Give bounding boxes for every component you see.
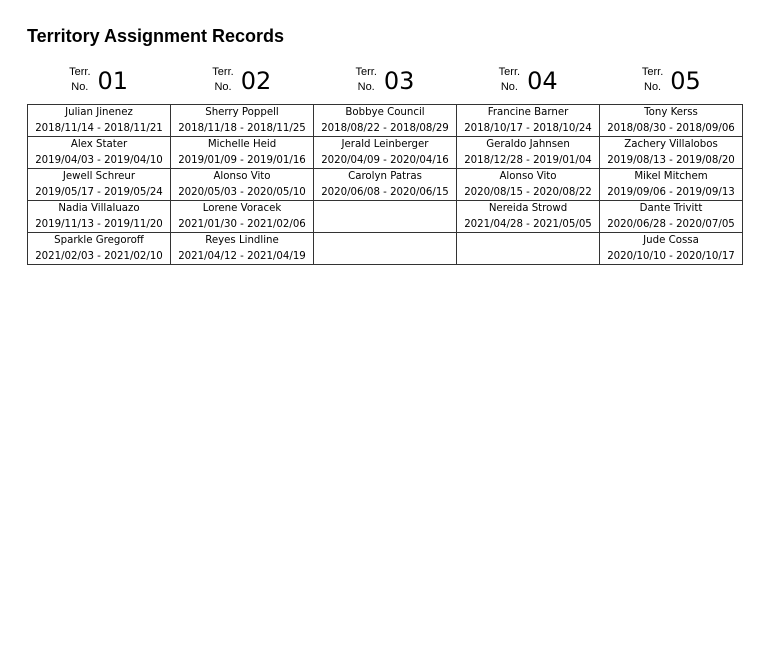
territory-label-bottom: No.: [214, 81, 232, 93]
territory-label: [355, 65, 376, 95]
territory-label-top: Terr.: [355, 66, 377, 78]
territory-label-top: Terr.: [69, 66, 91, 78]
assignment-dates: 2018/08/30 - 2018/09/06: [607, 122, 735, 134]
territory-number: 05: [670, 67, 701, 95]
record-cell: [28, 105, 171, 137]
assignee-name: Sparkle Gregoroff: [54, 235, 144, 246]
record-cell: [457, 169, 600, 201]
assignment-dates: 2021/02/03 - 2021/02/10: [35, 250, 163, 262]
territory-number: 01: [97, 67, 129, 95]
territory-number: 03: [383, 67, 415, 95]
record-cell: [171, 105, 314, 137]
assignee-name: Mikel Mitchem: [634, 171, 708, 182]
assignee-name: Nereida Strowd: [488, 203, 568, 214]
assignment-dates: 2018/11/18 - 2018/11/25: [178, 122, 306, 134]
assignee-name: Julian Jinenez: [65, 107, 133, 118]
assignment-dates: 2019/01/09 - 2019/01/16: [178, 154, 306, 166]
territory-label: [499, 65, 520, 95]
assignee-name: Carolyn Patras: [348, 171, 422, 182]
assignee-name: Jude Cossa: [643, 235, 699, 246]
table-row: [28, 137, 743, 169]
assignee-name: Jewell Schreur: [62, 171, 136, 182]
assignment-dates: 2018/12/28 - 2019/01/04: [464, 154, 592, 166]
record-cell: [171, 201, 314, 233]
assignee-name: Jerald Leinberger: [341, 139, 429, 150]
assignment-dates: 2019/04/03 - 2019/04/10: [35, 154, 163, 166]
assignee-name: Francine Barner: [487, 107, 569, 118]
territory-header-03: [313, 60, 456, 98]
assignee-name: Alonso Vito: [213, 171, 271, 182]
record-cell: [600, 233, 743, 265]
assignment-dates: 2018/08/22 - 2018/08/29: [321, 122, 449, 134]
territory-label: [69, 65, 90, 95]
record-cell: [171, 233, 314, 265]
territory-header-05: [600, 60, 743, 98]
assignee-name: Reyes Lindline: [205, 235, 279, 246]
assignment-dates: 2020/06/08 - 2020/06/15: [321, 186, 449, 198]
record-cell: [457, 233, 600, 265]
assignment-dates: 2020/04/09 - 2020/04/16: [321, 154, 449, 166]
assignee-name: Michelle Heid: [207, 139, 277, 150]
record-cell: [457, 105, 600, 137]
territory-number: 02: [240, 67, 272, 95]
assignee-name: Alex Stater: [70, 139, 128, 150]
record-cell: [171, 169, 314, 201]
assignment-dates: 2019/05/17 - 2019/05/24: [35, 186, 163, 198]
assignee-name: Tony Kerss: [644, 107, 698, 118]
table-row: [28, 169, 743, 201]
record-cell: [457, 201, 600, 233]
record-cell: [171, 137, 314, 169]
record-cell: [314, 137, 457, 169]
assignee-name: Zachery Villalobos: [624, 139, 718, 150]
assignee-name: Geraldo Jahnsen: [486, 139, 570, 150]
territory-label-bottom: No.: [357, 81, 375, 93]
assignment-dates: 2021/01/30 - 2021/02/06: [178, 218, 306, 230]
record-cell: [314, 169, 457, 201]
assignment-dates: 2018/10/17 - 2018/10/24: [464, 122, 592, 134]
records-table: [27, 104, 743, 265]
assignment-dates: 2020/10/10 - 2020/10/17: [607, 250, 735, 262]
territory-label-bottom: No.: [500, 81, 518, 93]
assignee-name: Alonso Vito: [499, 171, 557, 182]
territory-label-top: Terr.: [641, 66, 664, 78]
territory-label: [212, 65, 233, 95]
assignment-dates: 2019/09/06 - 2019/09/13: [607, 186, 735, 198]
table-row: [28, 105, 743, 137]
assignee-name: Bobbye Council: [345, 107, 425, 118]
assignment-dates: 2018/11/14 - 2018/11/21: [35, 122, 163, 134]
territory-label-bottom: No.: [71, 81, 89, 93]
territory-label-top: Terr.: [212, 66, 234, 78]
record-cell: [600, 169, 743, 201]
record-cell: [600, 137, 743, 169]
assignee-name: Lorene Voracek: [202, 203, 282, 214]
assignee-name: Sherry Poppell: [205, 107, 279, 118]
assignee-name: Dante Trivitt: [639, 203, 703, 214]
assignee-name: Nadia Villaluazo: [58, 203, 140, 214]
territory-header-01: [27, 60, 170, 98]
record-cell: [314, 201, 457, 233]
assignment-dates: 2021/04/28 - 2021/05/05: [464, 218, 592, 230]
territory-label-bottom: No.: [644, 81, 662, 93]
territory-headers: [27, 60, 743, 98]
table-row: [28, 201, 743, 233]
table-row: [28, 233, 743, 265]
assignment-dates: 2020/08/15 - 2020/08/22: [464, 186, 592, 198]
record-cell: [314, 105, 457, 137]
page-title: Territory Assignment Records: [27, 26, 285, 46]
territory-label: [642, 65, 663, 95]
record-cell: [457, 137, 600, 169]
record-cell: [28, 201, 171, 233]
assignment-dates: 2021/04/12 - 2021/04/19: [178, 250, 306, 262]
territory-header-04: [457, 60, 600, 98]
assignment-dates: 2020/06/28 - 2020/07/05: [607, 218, 735, 230]
assignment-dates: 2019/08/13 - 2019/08/20: [607, 154, 735, 166]
record-cell: [314, 233, 457, 265]
record-cell: [600, 105, 743, 137]
record-cell: [600, 201, 743, 233]
record-cell: [28, 137, 171, 169]
assignment-dates: 2019/11/13 - 2019/11/20: [35, 218, 163, 230]
record-cell: [28, 169, 171, 201]
territory-label-top: Terr.: [498, 66, 521, 78]
record-cell: [28, 233, 171, 265]
assignment-dates: 2020/05/03 - 2020/05/10: [178, 186, 306, 198]
territory-header-02: [170, 60, 313, 98]
territory-number: 04: [527, 67, 558, 95]
